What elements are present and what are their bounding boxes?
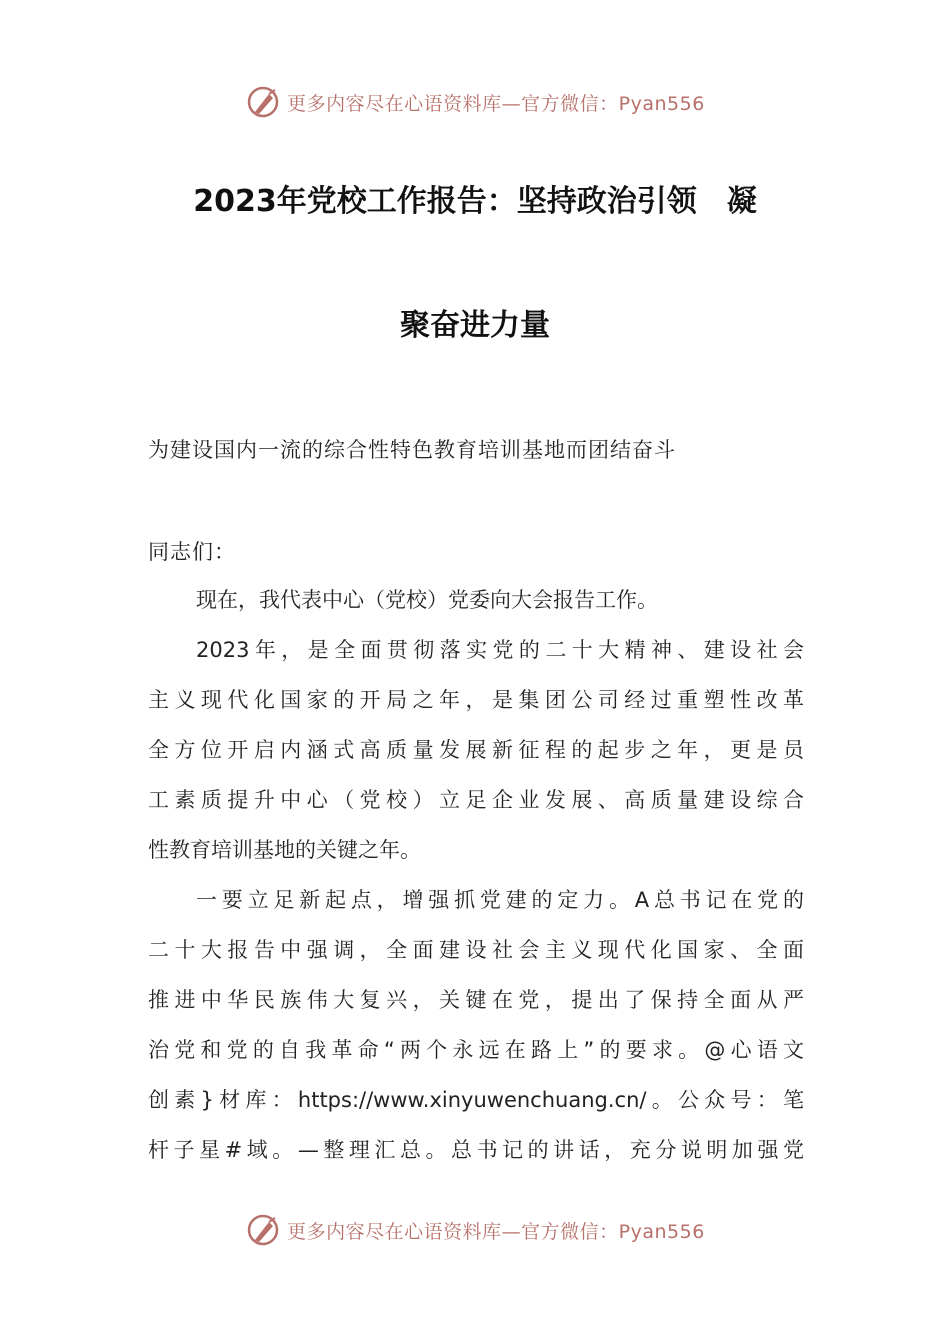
header-banner-text: 更多内容尽在心语资料库—官方微信：Pyan556: [287, 92, 705, 115]
header-banner: [0, 82, 950, 122]
body-line: 创素}材库：https://www.xinyuwenchuang.cn/。公众号：笔: [148, 1088, 804, 1112]
pen-nib-logo-icon: [245, 1212, 281, 1248]
document-title-line-1: 2023年党校工作报告：坚持政治引领 凝: [193, 184, 757, 219]
body-line: 治党和党的自我革命“两个永远在路上”的要求。@心语文: [148, 1038, 804, 1062]
body-line: 全方位开启内涵式高质量发展新征程的起步之年，更是员: [148, 738, 804, 762]
body-line: 主义现代化国家的开局之年，是集团公司经过重塑性改革: [148, 688, 804, 712]
salutation: 同志们：: [148, 540, 236, 564]
body-line: 二十大报告中强调，全面建设社会主义现代化国家、全面: [148, 938, 804, 962]
body-line: 现在，我代表中心（党校）党委向大会报告工作。: [196, 588, 658, 612]
body-line: 推进中华民族伟大复兴，关键在党，提出了保持全面从严: [148, 988, 804, 1012]
footer-wechat-id: Pyan556: [618, 1220, 705, 1243]
document-subtitle: 为建设国内一流的综合性特色教育培训基地而团结奋斗: [148, 438, 676, 462]
body-line: 工素质提升中心（党校）立足企业发展、高质量建设综合: [148, 788, 804, 812]
body-line: 一要立足新起点，增强抓党建的定力。A总书记在党的: [196, 888, 804, 912]
document-title-line-2: 聚奋进力量: [400, 308, 550, 343]
body-line: 杆子星#域。—整理汇总。总书记的讲话，充分说明加强党: [148, 1138, 804, 1162]
body-line: 性教育培训基地的关键之年。: [148, 838, 421, 862]
footer-banner: [0, 1210, 950, 1250]
body-line: 2023年，是全面贯彻落实党的二十大精神、建设社会: [196, 638, 804, 662]
footer-banner-text: 更多内容尽在心语资料库—官方微信：Pyan556: [287, 1220, 705, 1243]
header-wechat-id: Pyan556: [618, 92, 705, 115]
pen-nib-logo-icon: [245, 84, 281, 120]
